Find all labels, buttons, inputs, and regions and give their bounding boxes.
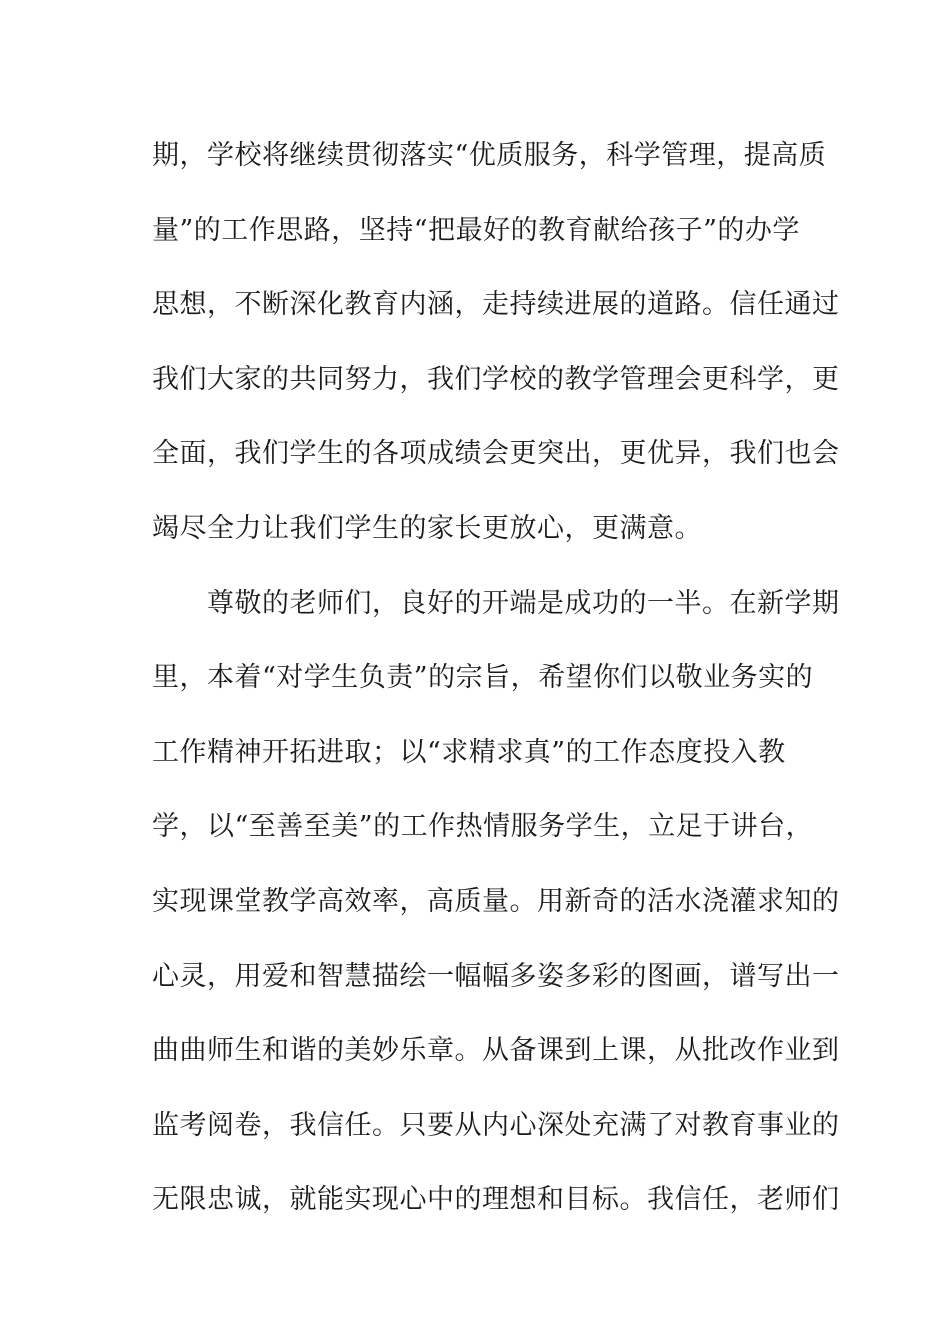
text-line: 思想，不断深化教育内涵，走持续进展的道路。信任通过	[152, 289, 840, 321]
text-line: 尊敬的老师们，良好的开端是成功的一半。在新学期	[152, 587, 840, 619]
text-line: 里，本着“对学生负责”的宗旨，希望你们以敬业务实的	[152, 662, 814, 694]
text-line: 全面，我们学生的各项成绩会更突出，更优异，我们也会	[152, 438, 840, 470]
body-text	[152, 132, 840, 1251]
text-line: 竭尽全力让我们学生的家长更放心，更满意。	[152, 512, 702, 544]
text-line: 期，学校将继续贯彻落实“优质服务，科学管理，提高质	[152, 140, 827, 171]
text-line: 工作精神开拓进取；以“求精求真”的工作态度投入教	[152, 736, 786, 768]
text-line: 监考阅卷，我信任。只要从内心深处充满了对教育事业的	[152, 1109, 840, 1141]
text-line: 量”的工作思路，坚持“把最好的教育献给孩子”的办学	[152, 214, 800, 246]
text-line: 曲曲师生和谐的美妙乐章。从备课到上课，从批改作业到	[152, 1035, 840, 1067]
text-line: 实现课堂教学高效率，高质量。用新奇的活水浇灌求知的	[152, 885, 840, 917]
text-line: 我们大家的共同努力，我们学校的教学管理会更科学，更	[152, 363, 840, 395]
text-line: 无限忠诚，就能实现心中的理想和目标。我信任，老师们	[152, 1184, 840, 1216]
text-line: 学，以“至善至美”的工作热情服务学生，立足于讲台，	[152, 811, 814, 843]
text-line: 心灵，用爱和智慧描绘一幅幅多姿多彩的图画，谱写出一	[152, 960, 840, 992]
